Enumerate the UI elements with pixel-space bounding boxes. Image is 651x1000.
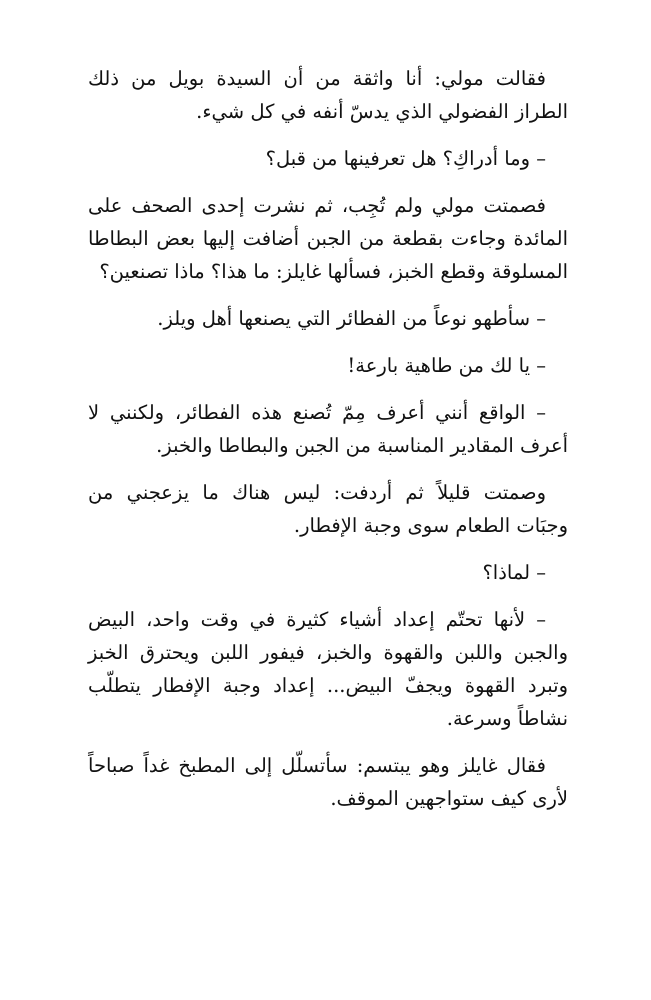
paragraph: – سأطهو نوعاً من الفطائر التي يصنعها أهل ويلز. — [157, 307, 546, 330]
paragraph: فقالت مولي: أنا واثقة من أن السيدة بويل من ذلك الطراز الفضولي الذي يدسّ أنفه في كل شيء. — [88, 67, 568, 123]
paragraph: – لأنها تحتّم إعداد أشياء كثيرة في وقت واحد، البيض والجبن واللبن والقهوة والخبز، فيفور اللبن ويحترق الخبز وتبرد القهوة ويجفّ البيض... إعداد وجبة الإفطار يتطلّب نشاطاً وسرعة. — [88, 608, 568, 730]
paragraph: – يا لك من طاهية بارعة! — [347, 354, 546, 377]
paragraph: – الواقع أنني أعرف مِمّ تُصنع هذه الفطائر، ولكنني لا أعرف المقادير المناسبة من الجبن والبطاطا والخبز. — [88, 401, 568, 457]
book-page — [88, 62, 568, 829]
paragraph: – وما أدراكِ؟ هل تعرفينها من قبل؟ — [265, 147, 546, 170]
paragraph: فقال غايلز وهو يبتسم: سأتسلّل إلى المطبخ غداً صباحاً لأرى كيف ستواجهين الموقف. — [88, 754, 568, 810]
paragraph: – لماذا؟ — [482, 561, 546, 584]
paragraph: وصمتت قليلاً ثم أردفت: ليس هناك ما يزعجني من وجبَات الطعام سوى وجبة الإفطار. — [88, 481, 568, 537]
paragraph: فصمتت مولي ولم تُجِب، ثم نشرت إحدى الصحف على المائدة وجاءت بقطعة من الجبن أضافت إليها بعض البطاطا المسلوقة وقطع الخبز، فسألها غايلز: ما هذا؟ ماذا تصنعين؟ — [88, 194, 568, 283]
